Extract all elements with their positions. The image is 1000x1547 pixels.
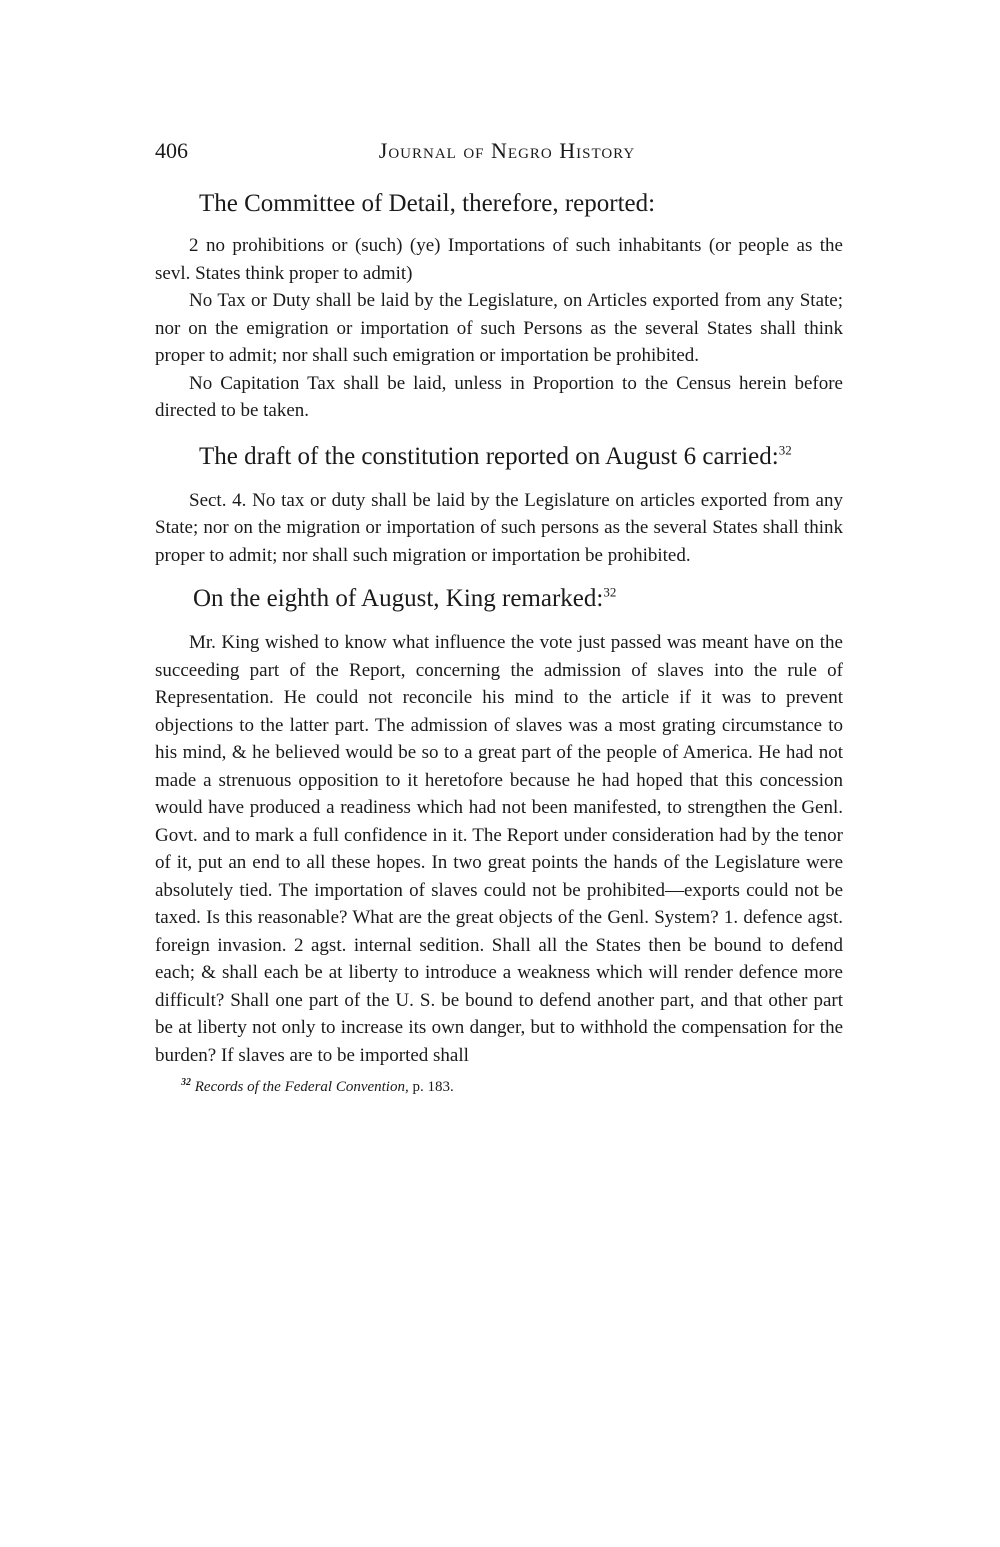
footnote-number: 32 bbox=[181, 1077, 191, 1088]
footnote bbox=[181, 1079, 843, 1096]
committee-paragraph-3: No Capitation Tax shall be laid, unless in Proportion to the Census herein before directed to be taken. bbox=[155, 372, 843, 421]
page-number: 406 bbox=[155, 138, 188, 163]
draft-quote bbox=[155, 487, 843, 570]
king-quote bbox=[155, 629, 843, 1069]
draft-heading-text: The draft of the constitution reported on August 6 carried: bbox=[199, 442, 779, 470]
committee-quote bbox=[155, 232, 843, 425]
journal-title: Journal of Negro History bbox=[378, 138, 636, 163]
journal-page bbox=[155, 130, 843, 1096]
king-heading-text: On the eighth of August, King remarked: bbox=[193, 585, 604, 612]
king-footnote-ref: 32 bbox=[603, 584, 617, 600]
committee-paragraph-2: No Tax or Duty shall be laid by the Legislature, on Articles exported from any State; nor on the emigration or importation of such Persons as the several States shall think proper to admit; nor shall such emigration or importation be prohibited. bbox=[155, 290, 843, 366]
running-head bbox=[155, 130, 843, 170]
king-heading bbox=[155, 583, 843, 615]
footnote-page: p. 183. bbox=[408, 1079, 454, 1095]
king-paragraph-1: Mr. King wished to know what influence the vote just passed was meant have on the succeeding part of the Report, concerning the admission of slaves into the rule of Representation. He could not reconcile his mind to the article if it was to prevent objections to the latter part. The admission of slaves was a most grating circumstance to his mind, & he believed would be so to a great part of the people of America. He had not made a strenuous opposition to it heretofore because he had hoped that this concession would have produced a readiness which had not been manifested, to strengthen the Genl. Govt. and to mark a full confidence in it. The Report under consideration had by the tenor of it, put an end to all these hopes. In two great points the hands of the Legislature were absolutely tied. The importation of slaves could not be prohibited—exports could not be taxed. Is this reasonable? What are the great objects of the Genl. System? 1. defence agst. foreign invasion. 2 agst. internal sedition. Shall all the States then be bound to defend each; & shall each be at liberty to introduce a weakness which will render defence more difficult? Shall one part of the U. S. be bound to defend another part, and that other part be at liberty not only to increase its own danger, but to withhold the compensation for the burden? If slaves are to be imported shall bbox=[155, 632, 843, 1066]
draft-paragraph-1: Sect. 4. No tax or duty shall be laid by the Legislature on articles exported from any State; nor on the migration or importation of such persons as the several States shall think proper to admit; nor shall such migration or importation be prohibited. bbox=[155, 489, 843, 566]
committee-paragraph-1: 2 no prohibitions or (such) (ye) Importations of such inhabitants (or people as the sevl. States think proper to admit) bbox=[155, 235, 843, 284]
draft-footnote-ref: 32 bbox=[778, 442, 792, 458]
footnote-source: Records of the Federal Convention, bbox=[194, 1079, 409, 1095]
draft-heading bbox=[155, 441, 843, 473]
committee-heading: The Committee of Detail, therefore, reported: bbox=[199, 190, 656, 217]
